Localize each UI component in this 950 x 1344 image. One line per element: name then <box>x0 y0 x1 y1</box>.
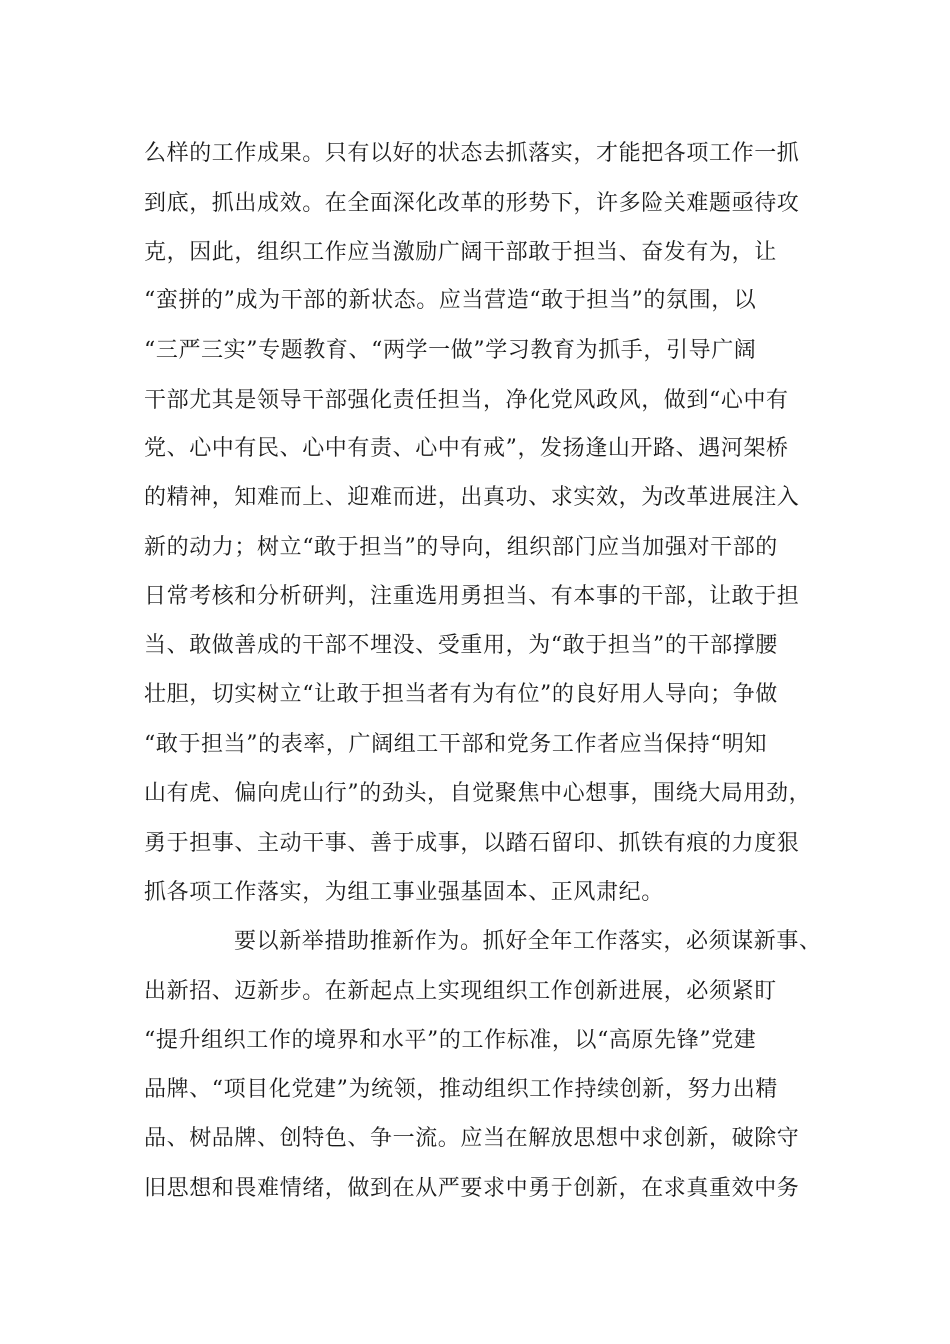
text-line: 旧思想和畏难情绪，做到在从严要求中勇于创新，在求真重效中务 <box>144 1176 800 1201</box>
text-line: 壮胆，切实树立“让敢于担当者有为有位”的良好用人导向；争做 <box>144 682 778 707</box>
text-line: 勇于担事、主动干事、善于成事，以踏石留印、抓铁有痕的力度狠 <box>144 831 800 856</box>
text-line: 品、树品牌、创特色、争一流。应当在解放思想中求创新，破除守 <box>144 1126 800 1151</box>
text-line: “敢于担当”的表率，广阔组工干部和党务工作者应当保持“明知 <box>144 732 768 757</box>
text-line: “蛮拼的”成为干部的新状态。应当营造“敢于担当”的氛围，以 <box>144 288 757 313</box>
text-line: 出新招、迈新步。在新起点上实现组织工作创新进展，必须紧盯 <box>144 979 777 1004</box>
text-line: 新的动力；树立“敢于担当”的导向，组织部门应当加强对干部的 <box>144 535 778 560</box>
text-line: 日常考核和分析研判，注重选用勇担当、有本事的干部，让敢于担 <box>144 584 800 609</box>
text-line: 么样的工作成果。只有以好的状态去抓落实，才能把各项工作一抓 <box>144 141 800 166</box>
text-line: 当、敢做善成的干部不埋没、受重用，为“敢于担当”的干部撑腰 <box>144 633 778 658</box>
text-line: 到底，抓出成效。在全面深化改革的形势下，许多险关难题亟待攻 <box>144 191 800 216</box>
text-line: 品牌、“项目化党建”为统领，推动组织工作持续创新，努力出精 <box>144 1077 778 1102</box>
text-line: 干部尤其是领导干部强化责任担当，净化党风政风，做到“心中有 <box>144 388 789 413</box>
text-line: 克，因此，组织工作应当激励广阔干部敢于担当、奋发有为，让 <box>144 240 777 265</box>
text-line: 山有虎、偏向虎山行”的劲头，自觉聚焦中心想事，围绕大局用劲， <box>144 781 812 806</box>
text-line: 的精神，知难而上、迎难而进，出真功、求实效，为改革进展注入 <box>144 485 800 510</box>
text-line: “三严三实”专题教育、“两学一做”学习教育为抓手，引导广阔 <box>144 338 757 363</box>
text-line: “提升组织工作的境界和水平”的工作标准，以“高原先锋”党建 <box>144 1028 757 1053</box>
paragraph-first-line: 要以新举措助推新作为。抓好全年工作落实，必须谋新事、 <box>234 929 822 954</box>
text-line: 党、心中有民、心中有责、心中有戒”，发扬逢山开路、遇河架桥 <box>144 436 789 461</box>
text-line: 抓各项工作落实，为组工事业强基固本、正风肃纪。 <box>144 880 664 905</box>
